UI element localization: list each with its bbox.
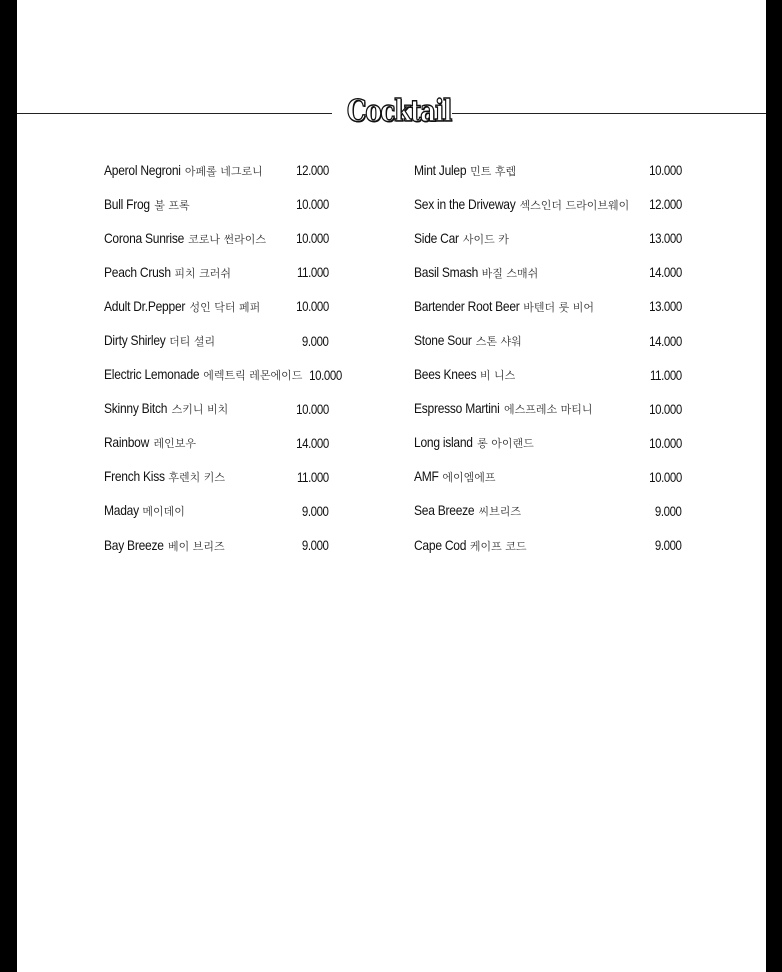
menu-item — [104, 494, 329, 528]
menu-item — [414, 255, 682, 289]
menu-item — [104, 528, 329, 562]
menu-item — [104, 426, 329, 460]
menu-item-name-english: Bull Frog — [104, 195, 150, 212]
menu-item-name — [104, 230, 266, 247]
menu-item-name — [104, 400, 228, 417]
menu-item — [104, 221, 329, 255]
menu-item-price: 11.000 — [297, 264, 329, 281]
menu-item-name-english: Rainbow — [104, 434, 150, 451]
menu-item-price: 9.000 — [655, 502, 682, 519]
menu-item — [104, 460, 329, 494]
menu-item-price: 10.000 — [296, 196, 329, 213]
menu-item-name — [104, 298, 260, 315]
menu-item-name — [414, 434, 534, 451]
menu-item — [414, 392, 682, 426]
menu-item-price: 14.000 — [649, 264, 682, 281]
menu-item-name-korean: 사이드 카 — [462, 232, 509, 246]
menu-item-name-korean: 민트 후렙 — [470, 164, 517, 178]
menu-item — [414, 323, 682, 357]
menu-item-name — [104, 366, 302, 383]
menu-item-price: 10.000 — [649, 434, 682, 451]
menu-item-name — [414, 230, 509, 247]
menu-item-price: 10.000 — [296, 400, 329, 417]
menu-item-price: 9.000 — [302, 332, 329, 349]
menu-item-name-english: Skinny Bitch — [104, 400, 168, 417]
menu-item-name-korean: 에렉트릭 레몬에이드 — [203, 369, 303, 383]
menu-item-price: 10.000 — [649, 468, 682, 485]
menu-item-price: 13.000 — [649, 230, 682, 247]
menu-item-name-english: Sex in the Driveway — [414, 195, 516, 212]
menu-item-name-english: Basil Smash — [414, 263, 479, 280]
menu-item-name-korean: 후렌치 키스 — [168, 471, 226, 485]
menu-item-price: 10.000 — [309, 366, 343, 383]
menu-item-name — [414, 264, 538, 281]
menu-item — [414, 358, 682, 392]
menu-item — [104, 289, 329, 323]
menu-item-name-english: Bartender Root Beer — [414, 297, 520, 314]
menu-item-price: 10.000 — [649, 400, 682, 417]
menu-item-name — [104, 162, 263, 179]
menu-item-name — [414, 502, 521, 519]
menu-item-name — [104, 332, 215, 349]
menu-item — [104, 255, 329, 289]
menu-item-name — [104, 468, 225, 485]
menu-item-price: 14.000 — [649, 332, 682, 349]
menu-item-name-korean: 피치 크러쉬 — [174, 266, 232, 280]
menu-item — [414, 528, 682, 562]
menu-item-name-english: Dirty Shirley — [104, 332, 166, 349]
menu-item-name — [104, 502, 185, 519]
menu-item-price: 10.000 — [296, 230, 329, 247]
menu-item-name-english: French Kiss — [104, 468, 165, 485]
menu-item-price: 14.000 — [296, 434, 329, 451]
menu-item-name-korean: 케이프 코드 — [469, 539, 527, 553]
menu-item — [414, 153, 682, 187]
menu-item-name-korean: 더티 셜리 — [169, 335, 216, 349]
menu-item — [104, 392, 329, 426]
menu-item-name — [414, 366, 515, 383]
menu-item-name-english: AMF — [414, 468, 439, 485]
menu-item — [414, 221, 682, 255]
menu-item-price: 9.000 — [655, 537, 682, 554]
menu-item-name — [104, 434, 196, 451]
menu-item-name — [414, 537, 526, 554]
menu-item-name — [104, 196, 190, 213]
title-rule-right — [452, 113, 766, 114]
menu-item-name-korean: 메이데이 — [142, 505, 185, 519]
menu-item-name-english: Corona Sunrise — [104, 229, 185, 246]
menu-item-name-english: Peach Crush — [104, 263, 171, 280]
menu-item-name-korean: 에스프레소 마티니 — [504, 403, 593, 417]
menu-item-name-korean: 코로나 썬라이스 — [188, 232, 267, 246]
menu-item-name-korean: 베이 브리즈 — [168, 539, 225, 553]
menu-item-name-korean: 레인보우 — [153, 437, 196, 451]
menu-item-price: 11.000 — [650, 366, 682, 383]
menu-item-name — [414, 196, 629, 213]
menu-item-price: 13.000 — [649, 298, 682, 315]
menu-item-name-korean: 스키니 비치 — [171, 403, 229, 417]
menu-item-name-korean: 불 프록 — [154, 198, 190, 212]
menu-item-price: 12.000 — [649, 196, 682, 213]
menu-item — [104, 358, 343, 392]
menu-item — [414, 494, 682, 528]
menu-item — [414, 426, 682, 460]
menu-item-name-english: Side Car — [414, 229, 459, 246]
menu-page — [17, 0, 766, 972]
menu-item-price: 9.000 — [302, 502, 329, 519]
menu-item-name-english: Bees Knees — [414, 366, 477, 383]
menu-item-name-korean: 에이엠에프 — [442, 471, 496, 485]
menu-column-left — [104, 153, 343, 562]
menu-item-name-english: Espresso Martini — [414, 400, 500, 417]
menu-item-price: 10.000 — [296, 298, 329, 315]
menu-item — [414, 187, 682, 221]
menu-item-name-korean: 씨브리즈 — [478, 505, 522, 519]
menu-item-name-english: Cape Cod — [414, 536, 467, 553]
menu-item-price: 10.000 — [649, 162, 682, 179]
menu-item-name-english: Sea Breeze — [414, 502, 475, 519]
menu-item-name-korean: 바텐더 룻 비어 — [523, 300, 595, 314]
menu-item-name-english: Maday — [104, 502, 139, 519]
menu-column-right — [414, 153, 682, 562]
menu-item-name-korean: 성인 닥터 페퍼 — [189, 300, 261, 314]
title-rule-left — [17, 113, 332, 114]
menu-item-name — [414, 468, 495, 485]
menu-item-name-korean: 아페롤 네그로니 — [184, 164, 263, 178]
menu-item-name-english: Mint Julep — [414, 161, 467, 178]
menu-item-name-korean: 스톤 샤워 — [475, 335, 522, 349]
menu-item-name-english: Electric Lemonade — [104, 366, 200, 383]
menu-item-price: 12.000 — [296, 162, 329, 179]
menu-item — [104, 323, 329, 357]
menu-item-name — [414, 332, 522, 349]
menu-item — [414, 289, 682, 323]
menu-item-name-english: Bay Breeze — [104, 536, 164, 553]
menu-item-name-korean: 롱 아이랜드 — [477, 437, 534, 451]
menu-title: Cocktail — [346, 94, 452, 129]
menu-item-name-english: Stone Sour — [414, 332, 472, 349]
menu-item-name — [104, 537, 225, 554]
menu-item — [104, 153, 329, 187]
menu-item-price: 11.000 — [297, 468, 329, 485]
menu-item-name-korean: 섹스인더 드라이브웨이 — [519, 198, 630, 212]
menu-item-name-english: Long island — [414, 434, 473, 451]
menu-item-name-english: Aperol Negroni — [104, 161, 181, 178]
menu-item-name — [414, 162, 516, 179]
menu-item-name — [414, 400, 593, 417]
menu-item — [414, 460, 682, 494]
menu-item-price: 9.000 — [302, 537, 329, 554]
menu-item-name-english: Adult Dr.Pepper — [104, 297, 186, 314]
menu-item-name — [104, 264, 231, 281]
menu-item-name-korean: 비 니스 — [479, 369, 516, 383]
menu-item-name — [414, 298, 594, 315]
menu-item — [104, 187, 329, 221]
menu-item-name-korean: 바질 스매쉬 — [481, 266, 539, 280]
